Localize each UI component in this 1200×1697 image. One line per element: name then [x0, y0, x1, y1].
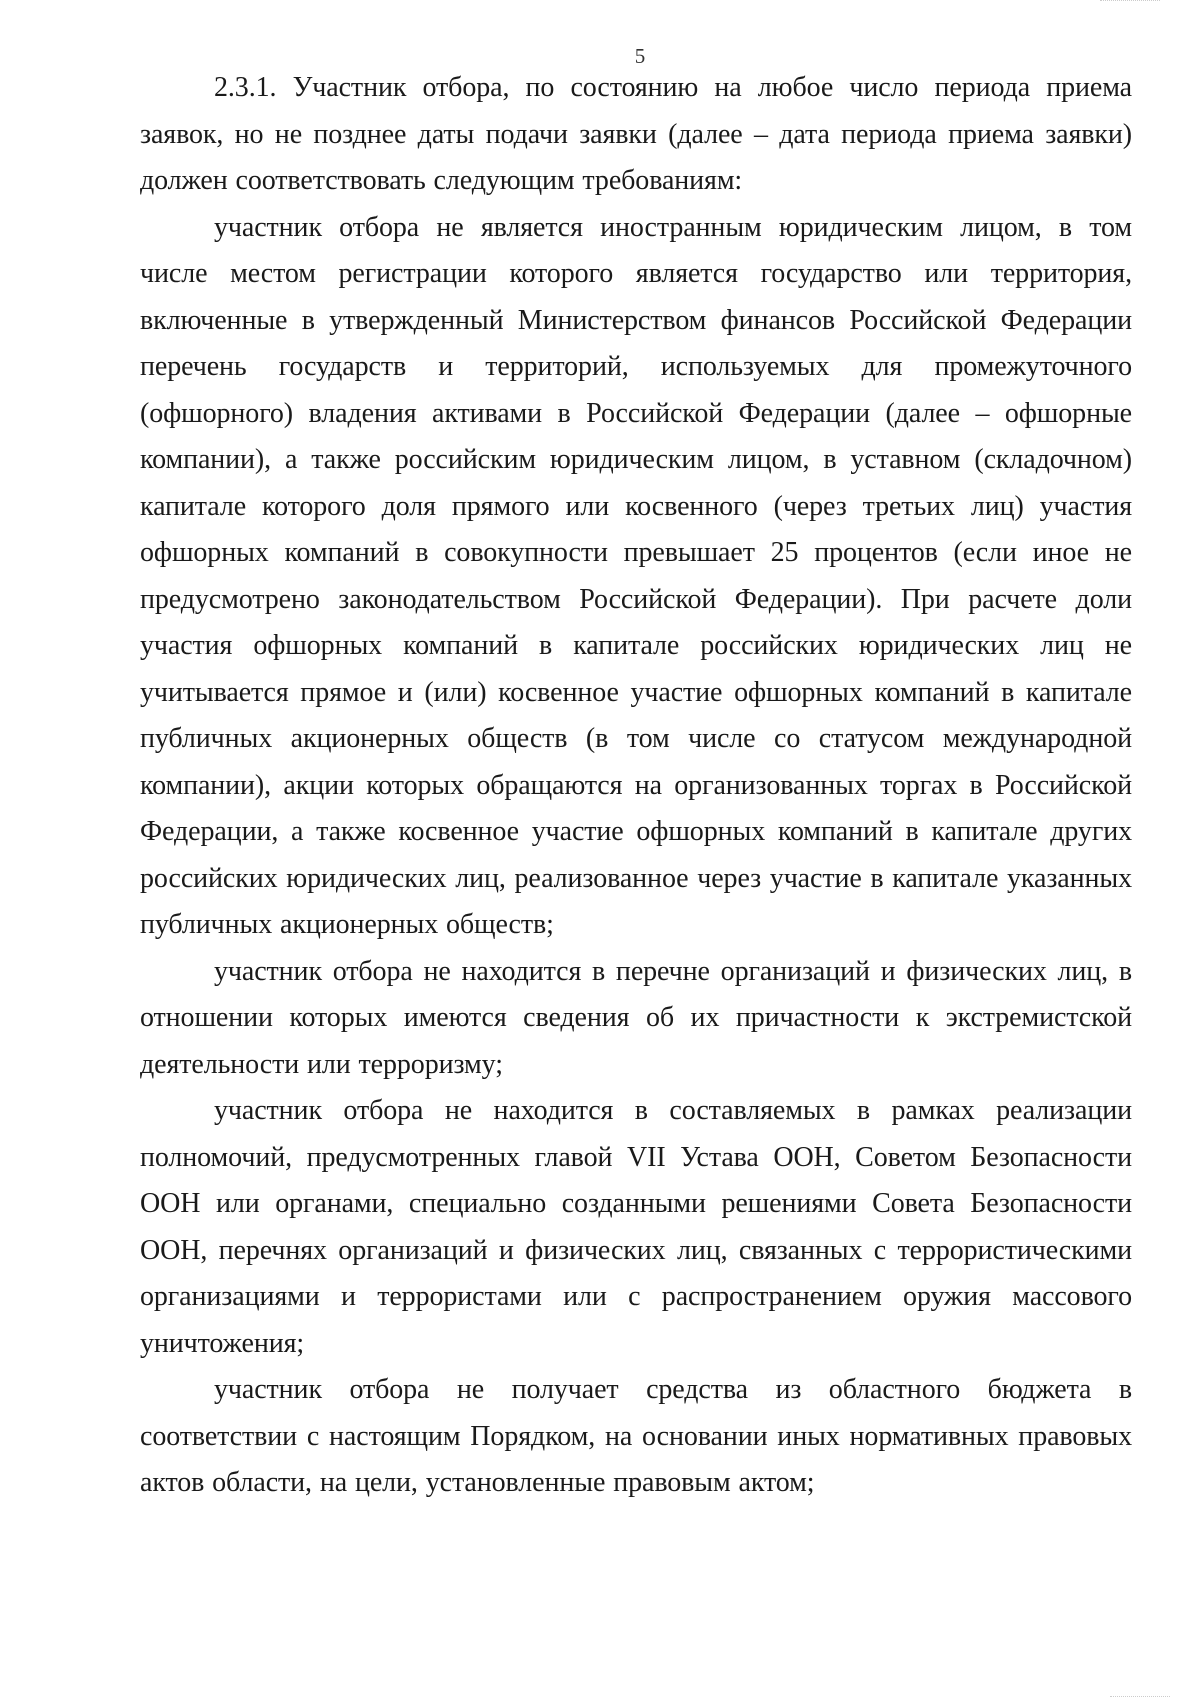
document-body [140, 65, 1132, 1507]
paragraph-extremism-requirement: участник отбора не находится в перечне организаций и физических лиц, в отношении которых имеются сведения об их причастности к экстремистской деятельности или терроризму; [140, 955, 1132, 1080]
paragraph-un-sanctions-requirement: участник отбора не находится в составляемых в рамках реализации полномочий, предусмотренных главой VII Устава ООН, Советом Безопасности ООН или органами, специально созданными решениями Совета Безопасности ООН, перечнях организаций и физических лиц, связанных с террористическими организациями и террористами или с распространением оружия массового уничтожения; [140, 1095, 1132, 1359]
scan-edge-mark [1100, 0, 1160, 4]
page-number: 5 [634, 44, 646, 68]
paragraph-2-3-1: 2.3.1. Участник отбора, по состоянию на любое число периода приема заявок, но не позднее даты подачи заявки (далее – дата периода приема заявки) должен соответствовать следующим требованиям: [140, 72, 1132, 196]
scan-edge-mark-bottom [1110, 1693, 1170, 1697]
paragraph-offshore-requirement: участник отбора не является иностранным юридическим лицом, в том числе местом регистрации которого является государство или территория, включенные в утвержденный Министерством финансов Российской Федерации перечень государств и территорий, используемых для промежуточного (офшорного) владения активами в Российской Федерации (далее – офшорные компании), а также российским юридическим лицом, в уставном (складочном) капитале которого доля прямого или косвенного (через третьих лиц) участия офшорных компаний в совокупности превышает 25 процентов (если иное не предусмотрено законодательством Российской Федерации). При расчете доли участия офшорных компаний в капитале российских юридических лиц не учитывается прямое и (или) косвенное участие офшорных компаний в капитале публичных акционерных обществ (в том числе со статусом международной компании), акции которых обращаются на организованных торгах в Российской Федерации, а также косвенное участие офшорных компаний в капитале других российских юридических лиц, реализованное через участие в капитале указанных публичных акционерных обществ; [140, 211, 1132, 940]
paragraph-budget-requirement: участник отбора не получает средства из областного бюджета в соответствии с настоящим Порядком, на основании иных нормативных правовых актов области, на цели, установленные правовым актом; [140, 1374, 1132, 1498]
